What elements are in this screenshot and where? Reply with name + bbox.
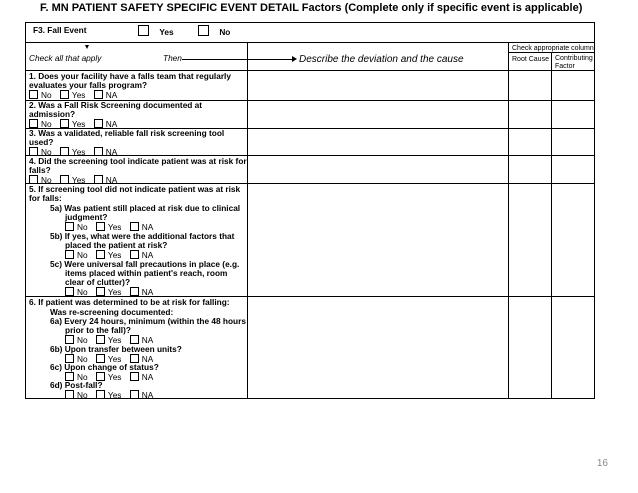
checkbox[interactable] [65,287,74,296]
q6d-options [65,390,159,400]
q6a-no-option[interactable]: No [65,335,88,345]
q3-na-option[interactable]: NA [94,147,118,157]
q2-text-line2: admission? [29,109,76,119]
checkbox[interactable] [130,390,139,399]
checkbox[interactable] [130,372,139,381]
q6d-text: 6d) Post-fall? [50,380,103,390]
checkbox[interactable] [65,250,74,259]
checkbox[interactable] [94,175,103,184]
checkbox[interactable] [130,287,139,296]
row-divider [26,42,594,43]
q1-no-option[interactable]: No [29,90,52,100]
divider-root-cause-column [551,52,552,398]
q2-text-line1: 2. Was a Fall Risk Screening documented at [29,100,203,110]
q4-na-option[interactable]: NA [94,175,118,185]
checkbox[interactable] [96,250,105,259]
fall-event-form [25,22,595,399]
q5c-text-line1: 5c) Were universal fall precautions in place (e.g. [50,259,240,269]
checkbox[interactable] [130,250,139,259]
checkbox[interactable] [29,90,38,99]
section-title: F. MN PATIENT SAFETY SPECIFIC EVENT DETAIL Factors (Complete only if specific event is applicable) [40,2,583,14]
checkbox[interactable] [94,119,103,128]
checkbox[interactable] [60,175,69,184]
arrow-right-icon [292,56,297,62]
divider-describe-column [508,42,509,398]
event-label: F3. Fall Event [33,25,87,35]
q5c-options [65,287,159,297]
q5-text-line2: for falls: [29,193,62,203]
q5b-text-line1: 5b) If yes, what were the additional factors that [50,231,235,241]
q5b-text-line2: placed the patient at risk? [65,240,168,250]
q6c-text: 6c) Upon change of status? [50,362,159,372]
event-yes-label: Yes [159,27,174,37]
checkbox[interactable] [29,119,38,128]
checkbox[interactable] [94,147,103,156]
checkbox[interactable] [29,147,38,156]
q6c-yes-option[interactable]: Yes [96,372,122,382]
checkbox[interactable] [60,147,69,156]
checkbox[interactable] [29,175,38,184]
q5a-no-option[interactable]: No [65,222,88,232]
q6-text-line2: Was re-screening documented: [50,307,174,317]
q5c-text-line2: items placed within patient's reach, room [65,268,228,278]
q6a-na-option[interactable]: NA [130,335,154,345]
q6d-no-option[interactable]: No [65,390,88,400]
arrow-line [182,59,294,60]
q1-text-line2: evaluates your falls program? [29,80,148,90]
q5c-na-option[interactable]: NA [130,287,154,297]
q5a-text-line1: 5a) Was patient still placed at risk due to clinical [50,203,241,213]
page-number: 16 [596,458,608,469]
arrow-down-icon [85,45,89,49]
q6b-na-option[interactable]: NA [130,354,154,364]
q5c-yes-option[interactable]: Yes [96,287,122,297]
root-cause-header: Root Cause [512,56,549,63]
q5-text-line1: 5. If screening tool did not indicate patient was at risk [29,184,241,194]
q6b-no-option[interactable]: No [65,354,88,364]
q5a-na-option[interactable]: NA [130,222,154,232]
q4-yes-option[interactable]: Yes [60,175,86,185]
event-no-checkbox[interactable] [198,25,209,36]
q6a-yes-option[interactable]: Yes [96,335,122,345]
checkbox[interactable] [94,90,103,99]
checkbox[interactable] [65,335,74,344]
q5a-text-line2: judgment? [65,212,108,222]
q4-no-option[interactable]: No [29,175,52,185]
event-yes-option[interactable] [138,25,174,37]
q6c-na-option[interactable]: NA [130,372,154,382]
event-no-label: No [219,27,231,37]
q5b-yes-option[interactable]: Yes [96,250,122,260]
divider-question-column [247,42,248,398]
q6a-text-line1: 6a) Every 24 hours, minimum (within the 48 hours [50,316,246,326]
check-all-header: Check all that apply [29,53,102,63]
q6b-yes-option[interactable]: Yes [96,354,122,364]
then-header: Then [163,53,182,63]
checkbox[interactable] [60,119,69,128]
q3-yes-option[interactable]: Yes [60,147,86,157]
checkbox[interactable] [96,222,105,231]
checkbox[interactable] [96,390,105,399]
checkbox[interactable] [130,222,139,231]
checkbox[interactable] [65,390,74,399]
describe-header: Describe the deviation and the cause [299,54,464,65]
q6c-no-option[interactable]: No [65,372,88,382]
contributing-factor-header: Contributing Factor [555,55,593,70]
q5a-yes-option[interactable]: Yes [96,222,122,232]
q3-text-line1: 3. Was a validated, reliable fall risk screening tool [29,128,225,138]
q5c-text-line3: clear of clutter)? [65,277,131,287]
q1-na-option[interactable]: NA [94,90,118,100]
q5b-no-option[interactable]: No [65,250,88,260]
q2-na-option[interactable]: NA [94,119,118,129]
q2-no-option[interactable]: No [29,119,52,129]
q6a-text-line2: prior to the fall)? [65,325,131,335]
q6b-text: 6b) Upon transfer between units? [50,344,182,354]
q1-options [29,90,123,100]
q2-yes-option[interactable]: Yes [60,119,86,129]
event-yes-checkbox[interactable] [138,25,149,36]
q4-text-line2: falls? [29,165,51,175]
q5c-no-option[interactable]: No [65,287,88,297]
checkbox[interactable] [96,335,105,344]
q6-text-line1: 6. If patient was determined to be at risk for falling: [29,297,230,307]
checkbox[interactable] [65,222,74,231]
q4-text-line1: 4. Did the screening tool indicate patient was at risk for [29,156,247,166]
q3-no-option[interactable]: No [29,147,52,157]
q6d-yes-option[interactable]: Yes [96,390,122,400]
checkbox[interactable] [60,90,69,99]
q6d-na-option[interactable]: NA [130,390,154,400]
q5b-na-option[interactable]: NA [130,250,154,260]
q1-text-line1: 1. Does your facility have a falls team that regularly [29,71,231,81]
event-no-option[interactable] [198,25,230,37]
q3-text-line2: used? [29,137,54,147]
checkbox[interactable] [96,287,105,296]
checkbox[interactable] [130,335,139,344]
check-appropriate-header: Check appropriate column [512,45,594,52]
q1-yes-option[interactable]: Yes [60,90,86,100]
